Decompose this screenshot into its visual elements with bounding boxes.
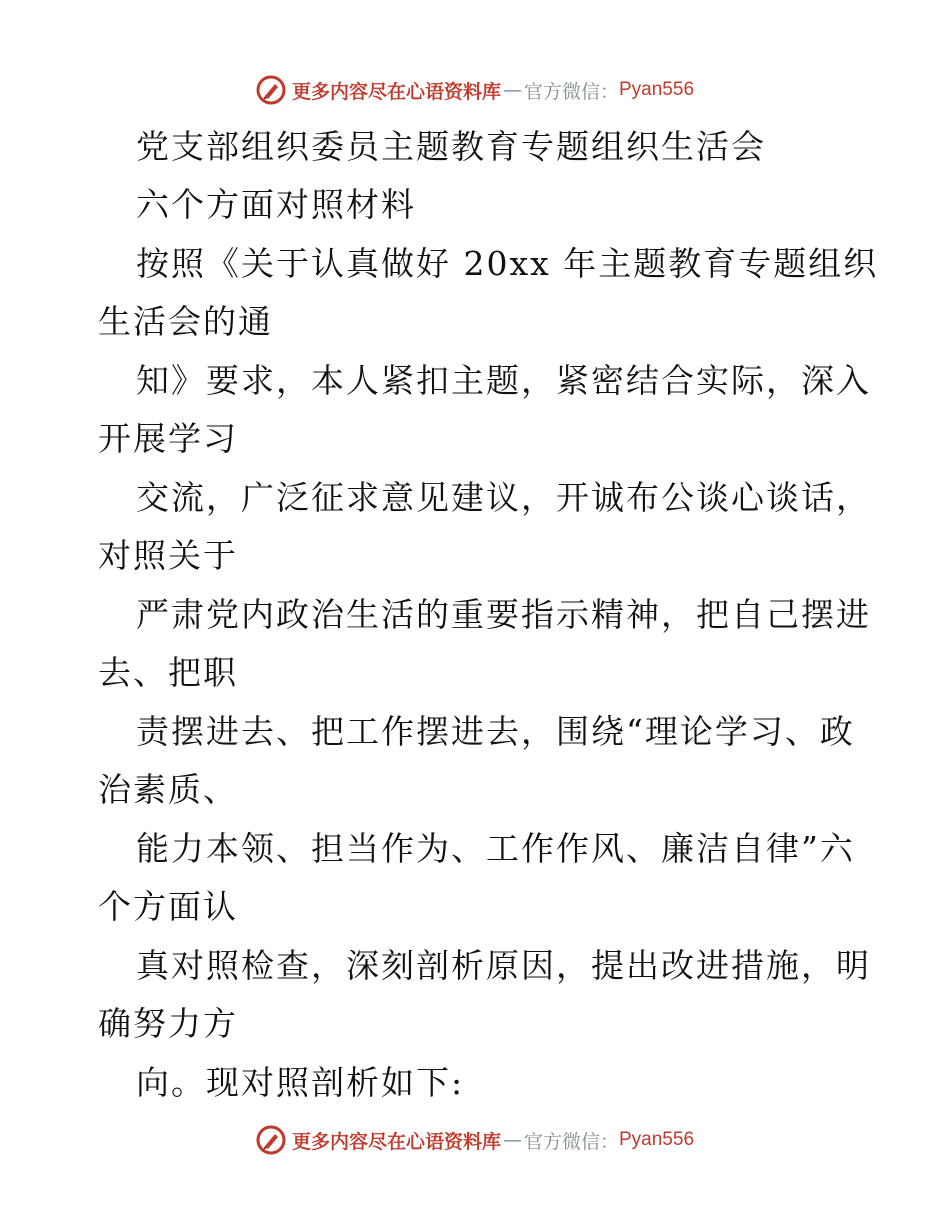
pen-nib-logo-icon xyxy=(256,75,286,105)
paragraph-line: 向。现对照剖析如下: xyxy=(136,1063,465,1102)
paragraph-line: 去、把职 xyxy=(98,653,238,692)
paragraph-line: 能力本领、担当作为、工作作风、廉洁自律”六 xyxy=(136,829,855,868)
watermark-dash: — xyxy=(502,1129,522,1151)
paragraph-line: 交流，广泛征求意见建议，开诚布公谈心谈话， xyxy=(136,478,871,517)
paragraph-line: 对照关于 xyxy=(98,536,238,575)
paragraph-line: 责摆进去、把工作摆进去，围绕“理论学习、政 xyxy=(136,712,855,751)
watermark-label: 官方微信： xyxy=(523,80,619,103)
paragraph-line: 真对照检查，深刻剖析原因，提出改进措施，明 xyxy=(136,946,871,985)
paragraph-line: 知》要求，本人紧扣主题，紧密结合实际，深入 xyxy=(136,361,871,400)
watermark-brand-text: 更多内容尽在心语资料库 xyxy=(291,80,501,103)
paragraph-line: 确努力方 xyxy=(98,1004,238,1043)
header-watermark xyxy=(0,70,950,110)
paragraph-line: 按照《关于认真做好 20xx 年主题教育专题组织 xyxy=(136,244,879,283)
watermark-id: Pyan556 xyxy=(619,1129,695,1150)
paragraph-line: 生活会的通 xyxy=(98,302,273,341)
footer-watermark xyxy=(0,1120,950,1160)
document-subtitle: 六个方面对照材料 xyxy=(136,185,416,224)
watermark-label: 官方微信： xyxy=(523,1130,619,1153)
paragraph-line: 开展学习 xyxy=(98,419,238,458)
pen-nib-logo-icon xyxy=(256,1125,286,1155)
paragraph-line: 个方面认 xyxy=(98,887,238,926)
watermark-dash: — xyxy=(502,79,522,101)
paragraph-line: 严肃党内政治生活的重要指示精神，把自己摆进 xyxy=(136,595,871,634)
paragraph-line: 治素质、 xyxy=(98,770,238,809)
document-title: 党支部组织委员主题教育专题组织生活会 xyxy=(136,127,766,166)
watermark-brand-text: 更多内容尽在心语资料库 xyxy=(291,1130,501,1153)
watermark-id: Pyan556 xyxy=(619,79,695,100)
